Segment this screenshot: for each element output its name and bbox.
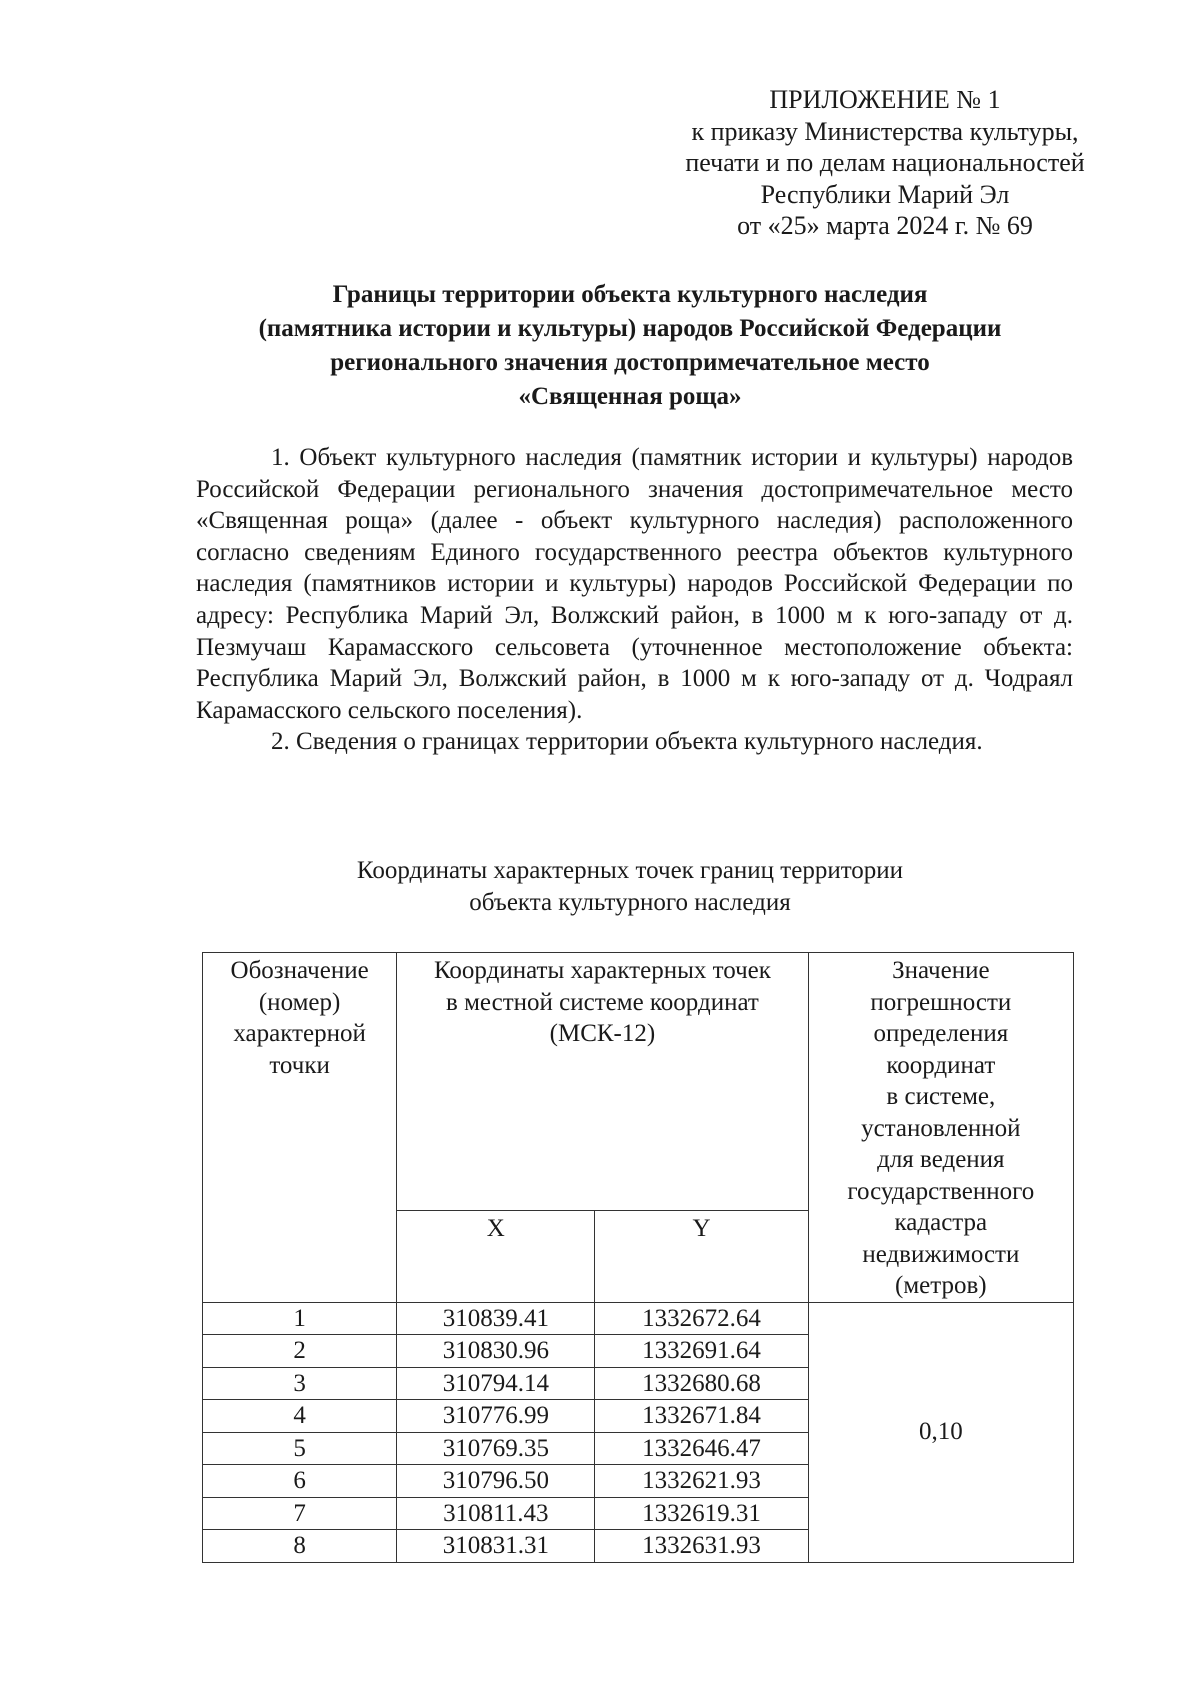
header-line: (МСК-12) [549, 1020, 656, 1047]
cell-point-number: 6 [203, 1465, 397, 1498]
title-line: Границы территории объекта культурного наследия [332, 281, 928, 308]
appendix-line: к приказу Министерства культуры, [691, 116, 1079, 146]
cell-y: 1332691.64 [595, 1335, 808, 1368]
header-line: координат [886, 1051, 996, 1079]
header-line: определения [873, 1020, 1009, 1047]
appendix-line: ПРИЛОЖЕНИЕ № 1 [769, 85, 1001, 114]
cell-y: 1332631.93 [595, 1530, 808, 1563]
header-point-number [203, 953, 397, 1303]
cell-y: 1332646.47 [595, 1432, 808, 1465]
cell-point-number: 4 [203, 1400, 397, 1433]
title-line: «Священная роща» [518, 383, 742, 410]
title-line: (памятника истории и культуры) народов Российской Федерации [258, 315, 1002, 342]
header-line: погрешности [870, 988, 1012, 1016]
appendix-line: от «25» марта 2024 г. № 69 [737, 211, 1033, 240]
body-text [196, 442, 1073, 758]
header-line: для ведения [877, 1146, 1005, 1173]
cell-y: 1332680.68 [595, 1367, 808, 1400]
header-line: Значение [892, 957, 990, 984]
header-line: государственного [847, 1177, 1035, 1205]
header-line: кадастра [894, 1209, 988, 1236]
header-line: точки [269, 1051, 330, 1079]
cell-point-number: 2 [203, 1335, 397, 1368]
cell-x: 310830.96 [397, 1335, 595, 1368]
appendix-line: Республики Марий Эл [760, 179, 1010, 209]
header-line: Обозначение [230, 957, 369, 984]
cell-point-number: 7 [203, 1497, 397, 1530]
cell-y: 1332671.84 [595, 1400, 808, 1433]
cell-x: 310794.14 [397, 1367, 595, 1400]
cell-y: 1332619.31 [595, 1497, 808, 1530]
cell-point-number: 5 [203, 1432, 397, 1465]
cell-point-number: 8 [203, 1530, 397, 1563]
coordinates-table [202, 952, 1074, 1563]
header-line: установленной [861, 1114, 1021, 1142]
table-caption-line: объекта культурного наследия [469, 889, 791, 916]
header-coordinates [397, 953, 808, 1211]
header-x: X [397, 1211, 595, 1302]
cell-x: 310796.50 [397, 1465, 595, 1498]
cell-y: 1332672.64 [595, 1302, 808, 1335]
header-line: недвижимости [862, 1240, 1020, 1268]
paragraph-2: 2. Сведения о границах территории объекта культурного наследия. [271, 728, 983, 756]
cell-x: 310831.31 [397, 1530, 595, 1563]
cell-x: 310811.43 [397, 1497, 595, 1530]
paragraph-1: 1. Объект культурного наследия (памятник истории и культуры) народов Российской Федерации регионального значения достопримечательное место «Священная роща» (далее - объект культурного наследия) расположенного согласно сведениям Единого государственного реестра объектов культурного наследия (памятников истории и культуры) народов Российской Федерации по адресу: Республика Марий Эл, Волжский район, в 1000 м к юго-западу от д. Пезмучаш Карамасского сельсовета (уточненное местоположение объекта: Республика Марий Эл, Волжский район, в 1000 м к юго-западу от д. Чодраял Карамасского сельского поселения). [196, 444, 1073, 724]
cell-point-number: 1 [203, 1302, 397, 1335]
cell-x: 310769.35 [397, 1432, 595, 1465]
header-line: в системе, [886, 1083, 996, 1110]
header-line: Координаты характерных точек [434, 957, 771, 984]
document-title [150, 278, 1110, 414]
header-line: (номер) [258, 988, 341, 1016]
appendix-line: печати и по делам национальностей [685, 148, 1085, 177]
table-caption [150, 855, 1110, 919]
header-line: в местной системе координат [446, 988, 759, 1016]
cell-x: 310776.99 [397, 1400, 595, 1433]
cell-accuracy: 0,10 [808, 1302, 1073, 1562]
header-line: (метров) [895, 1272, 987, 1299]
table-caption-line: Координаты характерных точек границ территории [356, 857, 904, 884]
table-row [203, 1302, 1074, 1335]
cell-y: 1332621.93 [595, 1465, 808, 1498]
header-line: характерной [233, 1020, 366, 1047]
header-accuracy [808, 953, 1073, 1303]
header-y: Y [595, 1211, 808, 1302]
cell-point-number: 3 [203, 1367, 397, 1400]
title-line: регионального значения достопримечательное место [330, 349, 930, 376]
cell-x: 310839.41 [397, 1302, 595, 1335]
appendix-header [665, 84, 1105, 242]
